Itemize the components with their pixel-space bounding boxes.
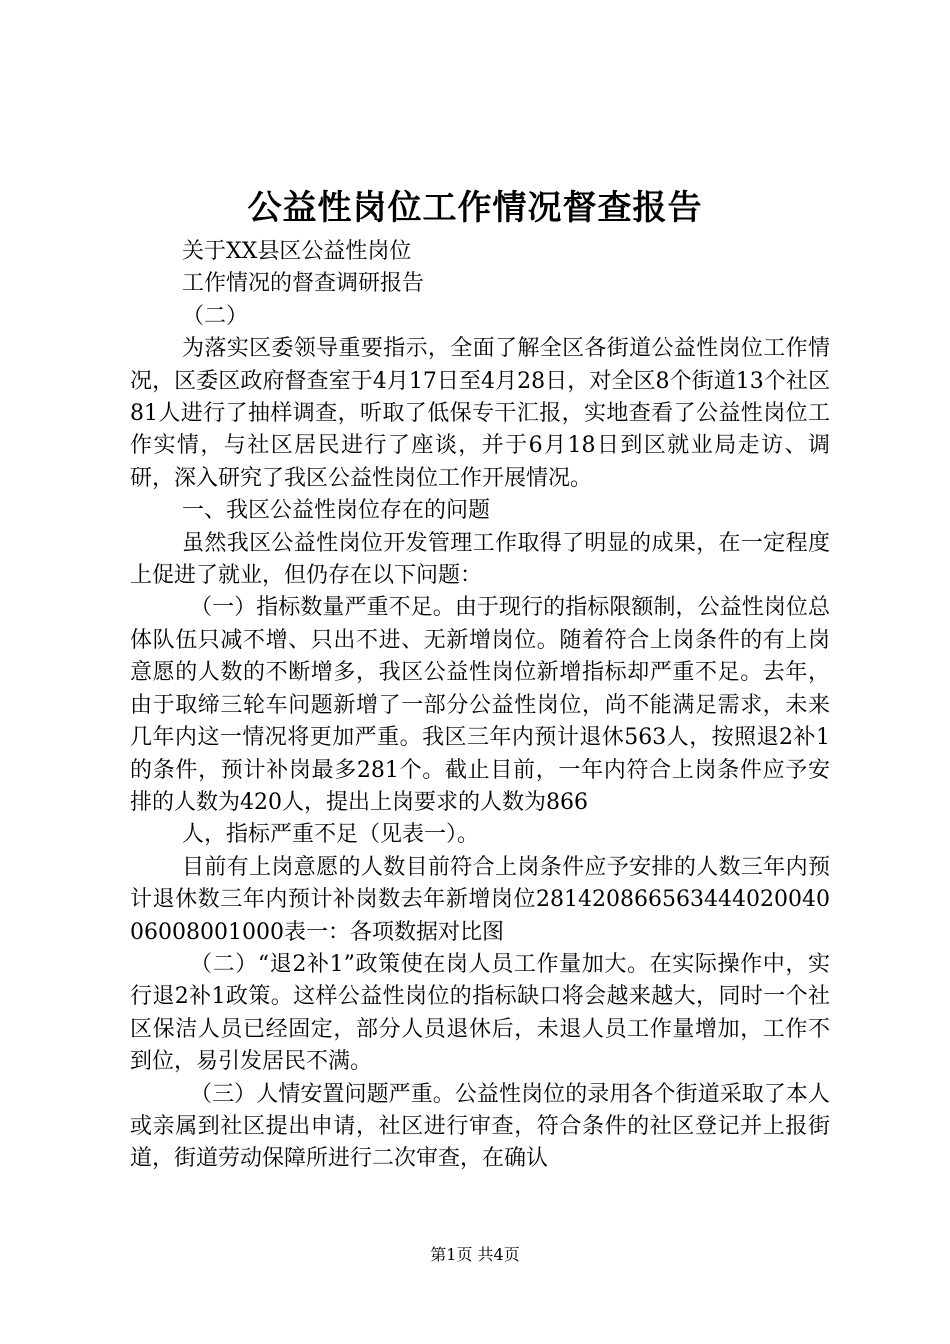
- subtitle-line-2: 工作情况的督查调研报告: [182, 271, 425, 297]
- section-heading-1: 一、我区公益性岗位存在的问题: [182, 498, 491, 524]
- paragraph-item-2: （二）“退2补1”政策使在岗人员工作量加大。在实际操作中，实行退2补1政策。这样公益性岗位的指标缺口将会越来越大，同时一个社区保洁人员已经固定，部分人员退休后，未退人员工作量增加，工作不到位，易引发居民不满。: [130, 951, 830, 1075]
- document-title: 公益性岗位工作情况督查报告: [247, 188, 703, 228]
- paragraph-problems: 虽然我区公益性岗位开发管理工作取得了明显的成果，在一定程度上促进了就业，但仍存在以下问题：: [130, 530, 830, 589]
- page-footer: 第1页 共4页: [430, 1245, 520, 1264]
- subtitle-line-1: 关于XX县区公益性岗位: [182, 239, 412, 264]
- paragraph-intro: 为落实区委领导重要指示，全面了解全区各街道公益性岗位工作情况，区委区政府督查室于4月17日至4月28日，对全区8个街道13个社区81人进行了抽样调查，听取了低保专干汇报，实地查看了公益性岗位工作实情，与社区居民进行了座谈，并于6月18日到区就业局走访、调研，深入研究了我区公益性岗位工作开展情况。: [130, 336, 830, 491]
- paragraph-table-text: 目前有上岗意愿的人数目前符合上岗条件应予安排的人数三年内预计退休数三年内预计补岗数去年新增岗位28142086656344402004006008001000表一：各项数据对比图: [130, 854, 830, 945]
- paragraph-item-1-end: 人，指标严重不足（见表一）。: [182, 822, 480, 848]
- paragraph-item-3: （三）人情安置问题严重。公益性岗位的录用各个街道采取了本人或亲属到社区提出申请，社区进行审查，符合条件的社区登记并上报街道，街道劳动保障所进行二次审查，在确认: [130, 1081, 830, 1172]
- subtitle-line-3: （二）: [182, 303, 249, 329]
- document-body: [130, 236, 830, 1176]
- paragraph-item-1: （一）指标数量严重不足。由于现行的指标限额制，公益性岗位总体队伍只减不增、只出不进、无新增岗位。随着符合上岗条件的有上岗意愿的人数的不断增多，我区公益性岗位新增指标却严重不足。去年，由于取缔三轮车问题新增了一部分公益性岗位，尚不能满足需求，未来几年内这一情况将更加严重。我区三年内预计退休563人，按照退2补1的条件，预计补岗最多281个。截止目前，一年内符合上岗条件应予安排的人数为420人，提出上岗要求的人数为866: [130, 595, 830, 815]
